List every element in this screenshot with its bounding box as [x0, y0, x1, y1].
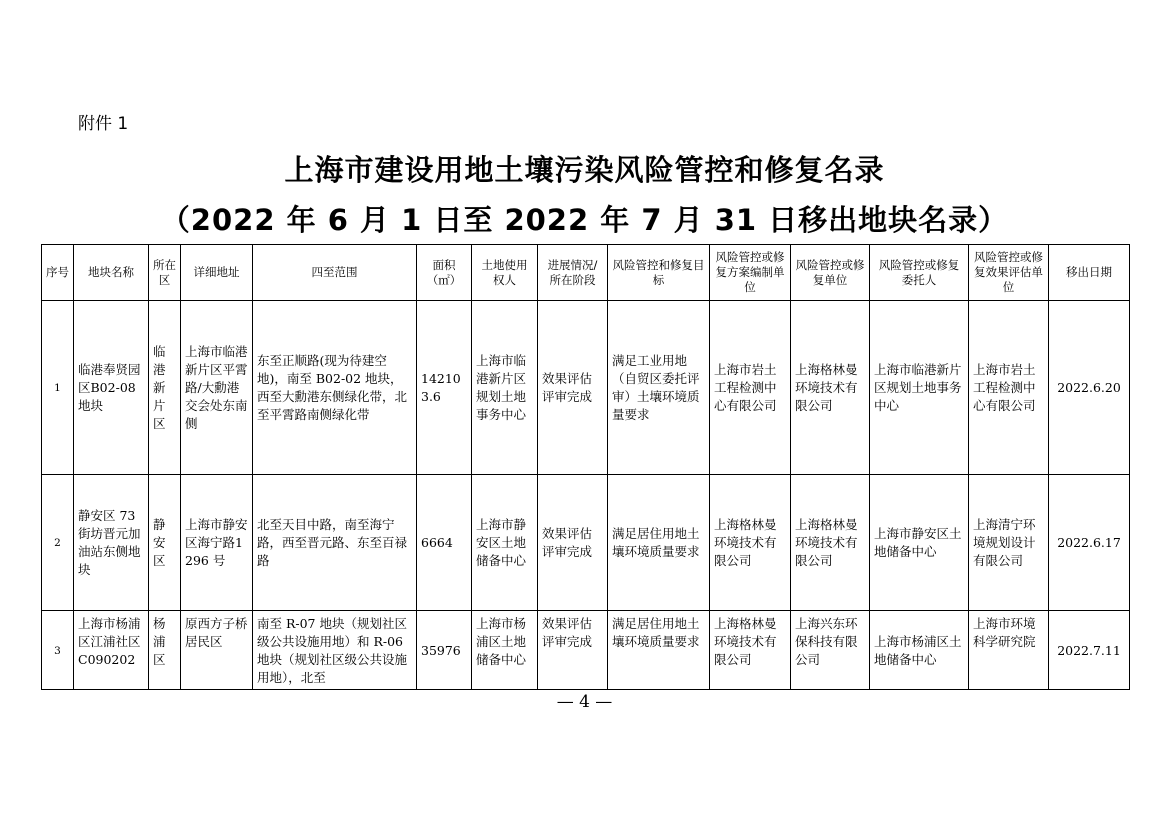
cell-boundary: 南至 R-07 地块（规划社区级公共设施用地）和 R-06 地块（规划社区级公共设施用地），北至 — [253, 611, 417, 690]
cell-evaluation-unit: 上海清宁环境规划设计有限公司 — [969, 475, 1049, 611]
header-area: 面积（㎡） — [417, 245, 472, 301]
cell-progress: 效果评估评审完成 — [538, 611, 608, 690]
removed-plots-table — [41, 244, 1130, 690]
attachment-label: 附件 1 — [78, 114, 129, 134]
table-row — [42, 301, 1130, 475]
cell-removal-date: 2022.6.17 — [1049, 475, 1130, 611]
cell-boundary: 东至正顺路(现为待建空地)，南至 B02-02 地块，西至大勳港东侧绿化带，北至平霄路南侧绿化带 — [253, 301, 417, 475]
cell-area: 6664 — [417, 475, 472, 611]
cell-evaluation-unit: 上海市岩土工程检测中心有限公司 — [969, 301, 1049, 475]
header-progress: 进展情况/所在阶段 — [538, 245, 608, 301]
cell-target: 满足工业用地（自贸区委托评审）土壤环境质量要求 — [608, 301, 710, 475]
cell-no: 2 — [42, 475, 74, 611]
cell-target: 满足居住用地土壤环境质量要求 — [608, 611, 710, 690]
cell-address: 上海市临港新片区平霄路/大勳港交会处东南侧 — [181, 301, 253, 475]
cell-address: 上海市静安区海宁路1296 号 — [181, 475, 253, 611]
cell-plot-name: 上海市杨浦区江浦社区C090202 — [74, 611, 149, 690]
header-removal-date: 移出日期 — [1049, 245, 1130, 301]
header-owner: 土地使用权人 — [472, 245, 538, 301]
cell-area: 142103.6 — [417, 301, 472, 475]
cell-district: 杨浦区 — [149, 611, 181, 690]
cell-area: 35976 — [417, 611, 472, 690]
cell-remediation-unit: 上海兴东环保科技有限公司 — [791, 611, 870, 690]
cell-owner: 上海市杨浦区土地储备中心 — [472, 611, 538, 690]
page-number: — 4 — — [556, 692, 613, 712]
table-row — [42, 475, 1130, 611]
header-no: 序号 — [42, 245, 74, 301]
cell-plot-name: 临港奉贤园区B02-08 地块 — [74, 301, 149, 475]
cell-district: 临港新片区 — [149, 301, 181, 475]
header-evaluation-unit: 风险管控或修复效果评估单位 — [969, 245, 1049, 301]
cell-plot-name: 静安区 73 街坊晋元加油站东侧地块 — [74, 475, 149, 611]
cell-boundary: 北至天目中路，南至海宁路，西至晋元路、东至百禄路 — [253, 475, 417, 611]
cell-plan-unit: 上海市岩土工程检测中心有限公司 — [710, 301, 791, 475]
table-row — [42, 611, 1130, 690]
cell-address: 原西方子桥居民区 — [181, 611, 253, 690]
cell-owner: 上海市临港新片区规划土地事务中心 — [472, 301, 538, 475]
cell-district: 静安区 — [149, 475, 181, 611]
header-target: 风险管控和修复目标 — [608, 245, 710, 301]
cell-removal-date: 2022.7.11 — [1049, 611, 1130, 690]
header-plan-unit: 风险管控或修复方案编制单位 — [710, 245, 791, 301]
table-header-row — [42, 245, 1130, 301]
cell-remediation-unit: 上海格林曼环境技术有限公司 — [791, 301, 870, 475]
cell-no: 3 — [42, 611, 74, 690]
cell-progress: 效果评估评审完成 — [538, 475, 608, 611]
cell-target: 满足居住用地土壤环境质量要求 — [608, 475, 710, 611]
cell-plan-unit: 上海格林曼环境技术有限公司 — [710, 475, 791, 611]
cell-evaluation-unit: 上海市环境科学研究院 — [969, 611, 1049, 690]
document-title: 上海市建设用地土壤污染风险管控和修复名录 — [284, 153, 885, 187]
cell-remediation-unit: 上海格林曼环境技术有限公司 — [791, 475, 870, 611]
header-plot-name: 地块名称 — [74, 245, 149, 301]
cell-owner: 上海市静安区土地储备中心 — [472, 475, 538, 611]
cell-client: 上海市临港新片区规划土地事务中心 — [870, 301, 969, 475]
document-subtitle: （2022 年 6 月 1 日至 2022 年 7 月 31 日移出地块名录） — [160, 203, 1009, 237]
header-address: 详细地址 — [181, 245, 253, 301]
cell-plan-unit: 上海格林曼环境技术有限公司 — [710, 611, 791, 690]
cell-client: 上海市杨浦区土地储备中心 — [870, 611, 969, 690]
header-remediation-unit: 风险管控或修复单位 — [791, 245, 870, 301]
header-boundary: 四至范围 — [253, 245, 417, 301]
cell-client: 上海市静安区土地储备中心 — [870, 475, 969, 611]
cell-removal-date: 2022.6.20 — [1049, 301, 1130, 475]
cell-no: 1 — [42, 301, 74, 475]
cell-progress: 效果评估评审完成 — [538, 301, 608, 475]
header-client: 风险管控或修复委托人 — [870, 245, 969, 301]
header-district: 所在区 — [149, 245, 181, 301]
